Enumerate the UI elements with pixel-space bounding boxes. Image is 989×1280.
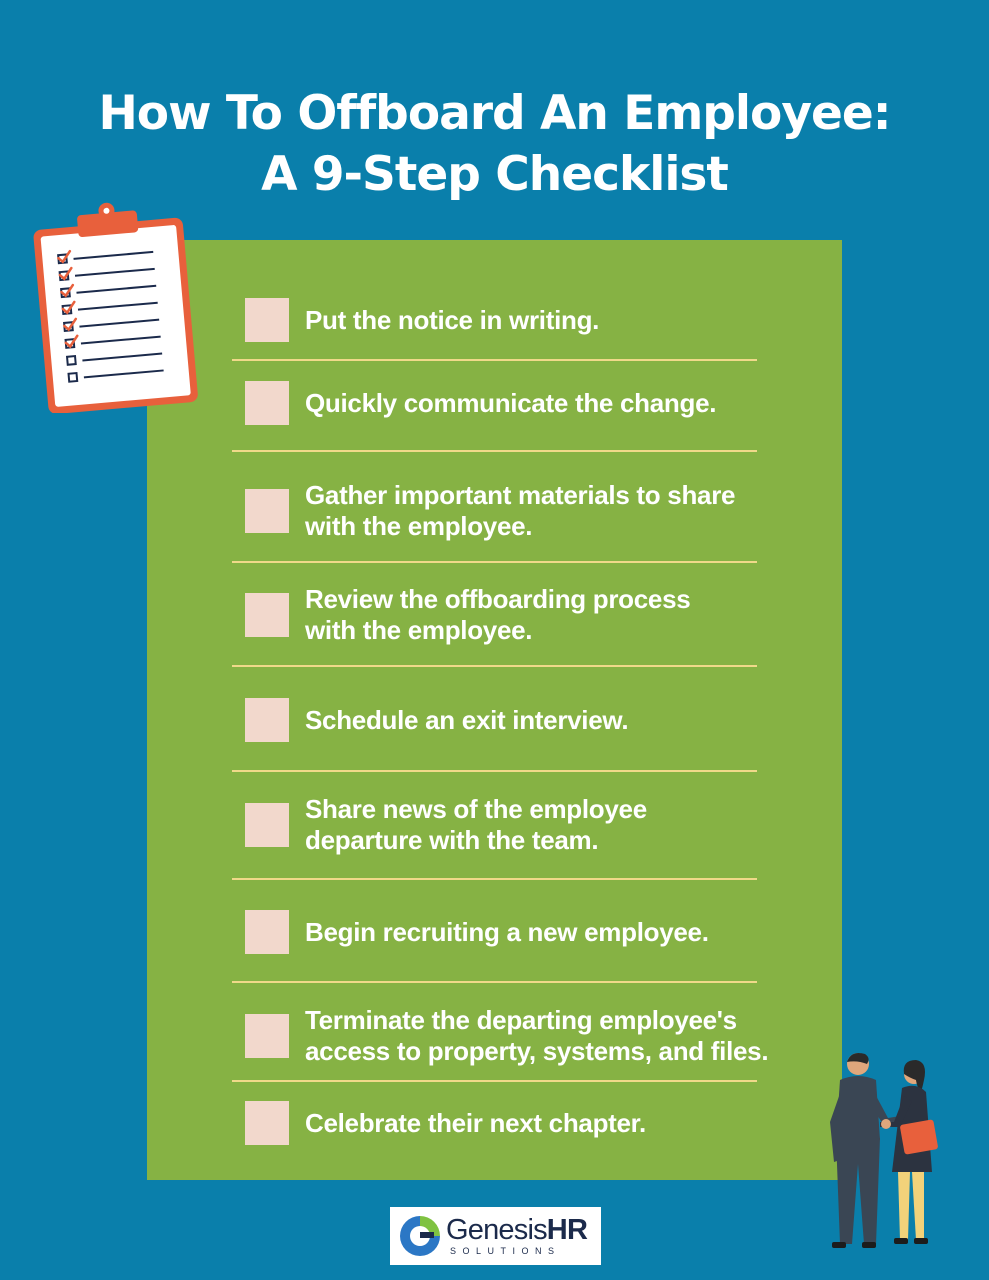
checkbox[interactable] bbox=[245, 1014, 289, 1058]
checklist-item-7 bbox=[245, 910, 805, 954]
checklist-item-text: Review the offboarding process with the employee. bbox=[305, 584, 691, 645]
genesis-logo-mark bbox=[396, 1212, 444, 1260]
checklist-item-2 bbox=[245, 381, 805, 425]
divider bbox=[232, 878, 757, 880]
checkbox[interactable] bbox=[245, 910, 289, 954]
divider bbox=[232, 561, 757, 563]
checkbox[interactable] bbox=[245, 489, 289, 533]
checkbox[interactable] bbox=[245, 803, 289, 847]
divider bbox=[232, 981, 757, 983]
checklist-item-text: Begin recruiting a new employee. bbox=[305, 916, 709, 947]
checkbox[interactable] bbox=[245, 381, 289, 425]
checklist-item-text: Share news of the employee departure with the team. bbox=[305, 794, 647, 855]
checklist-item-text: Celebrate their next chapter. bbox=[305, 1107, 646, 1138]
logo-name bbox=[446, 1216, 587, 1245]
logo-name-part2: HR bbox=[546, 1214, 588, 1246]
checkbox[interactable] bbox=[245, 593, 289, 637]
checklist-item-text: Put the notice in writing. bbox=[305, 304, 600, 335]
checklist-item-text: Quickly communicate the change. bbox=[305, 387, 717, 418]
divider bbox=[232, 770, 757, 772]
checklist-item-1 bbox=[245, 298, 805, 342]
checklist-item-text: Gather important materials to share with the employee. bbox=[305, 480, 736, 541]
checklist-item-text: Schedule an exit interview. bbox=[305, 704, 629, 735]
checklist-item-6 bbox=[245, 794, 805, 856]
title-line-1: How To Offboard An Employee: bbox=[98, 86, 891, 142]
genesis-hr-logo bbox=[390, 1207, 601, 1265]
checklist-item-4 bbox=[245, 584, 805, 646]
checklist-item-9 bbox=[245, 1101, 805, 1145]
divider bbox=[232, 665, 757, 667]
divider bbox=[232, 450, 757, 452]
page-title bbox=[0, 83, 989, 205]
divider bbox=[232, 359, 757, 361]
handshake-illustration bbox=[806, 1052, 956, 1252]
title-line-2: A 9-Step Checklist bbox=[261, 147, 728, 203]
divider bbox=[232, 1080, 757, 1082]
clipboard-checklist-icon bbox=[30, 198, 210, 413]
checkbox[interactable] bbox=[245, 1101, 289, 1145]
checkbox[interactable] bbox=[245, 298, 289, 342]
checklist-item-3 bbox=[245, 480, 805, 542]
checklist-item-text: Terminate the departing employee's access to property, systems, and files. bbox=[305, 1005, 769, 1066]
logo-name-part1: Genesis bbox=[446, 1214, 547, 1246]
checkbox[interactable] bbox=[245, 698, 289, 742]
logo-subtitle: SOLUTIONS bbox=[450, 1246, 561, 1256]
checklist-item-5 bbox=[245, 698, 805, 742]
checklist-item-8 bbox=[245, 1005, 805, 1067]
